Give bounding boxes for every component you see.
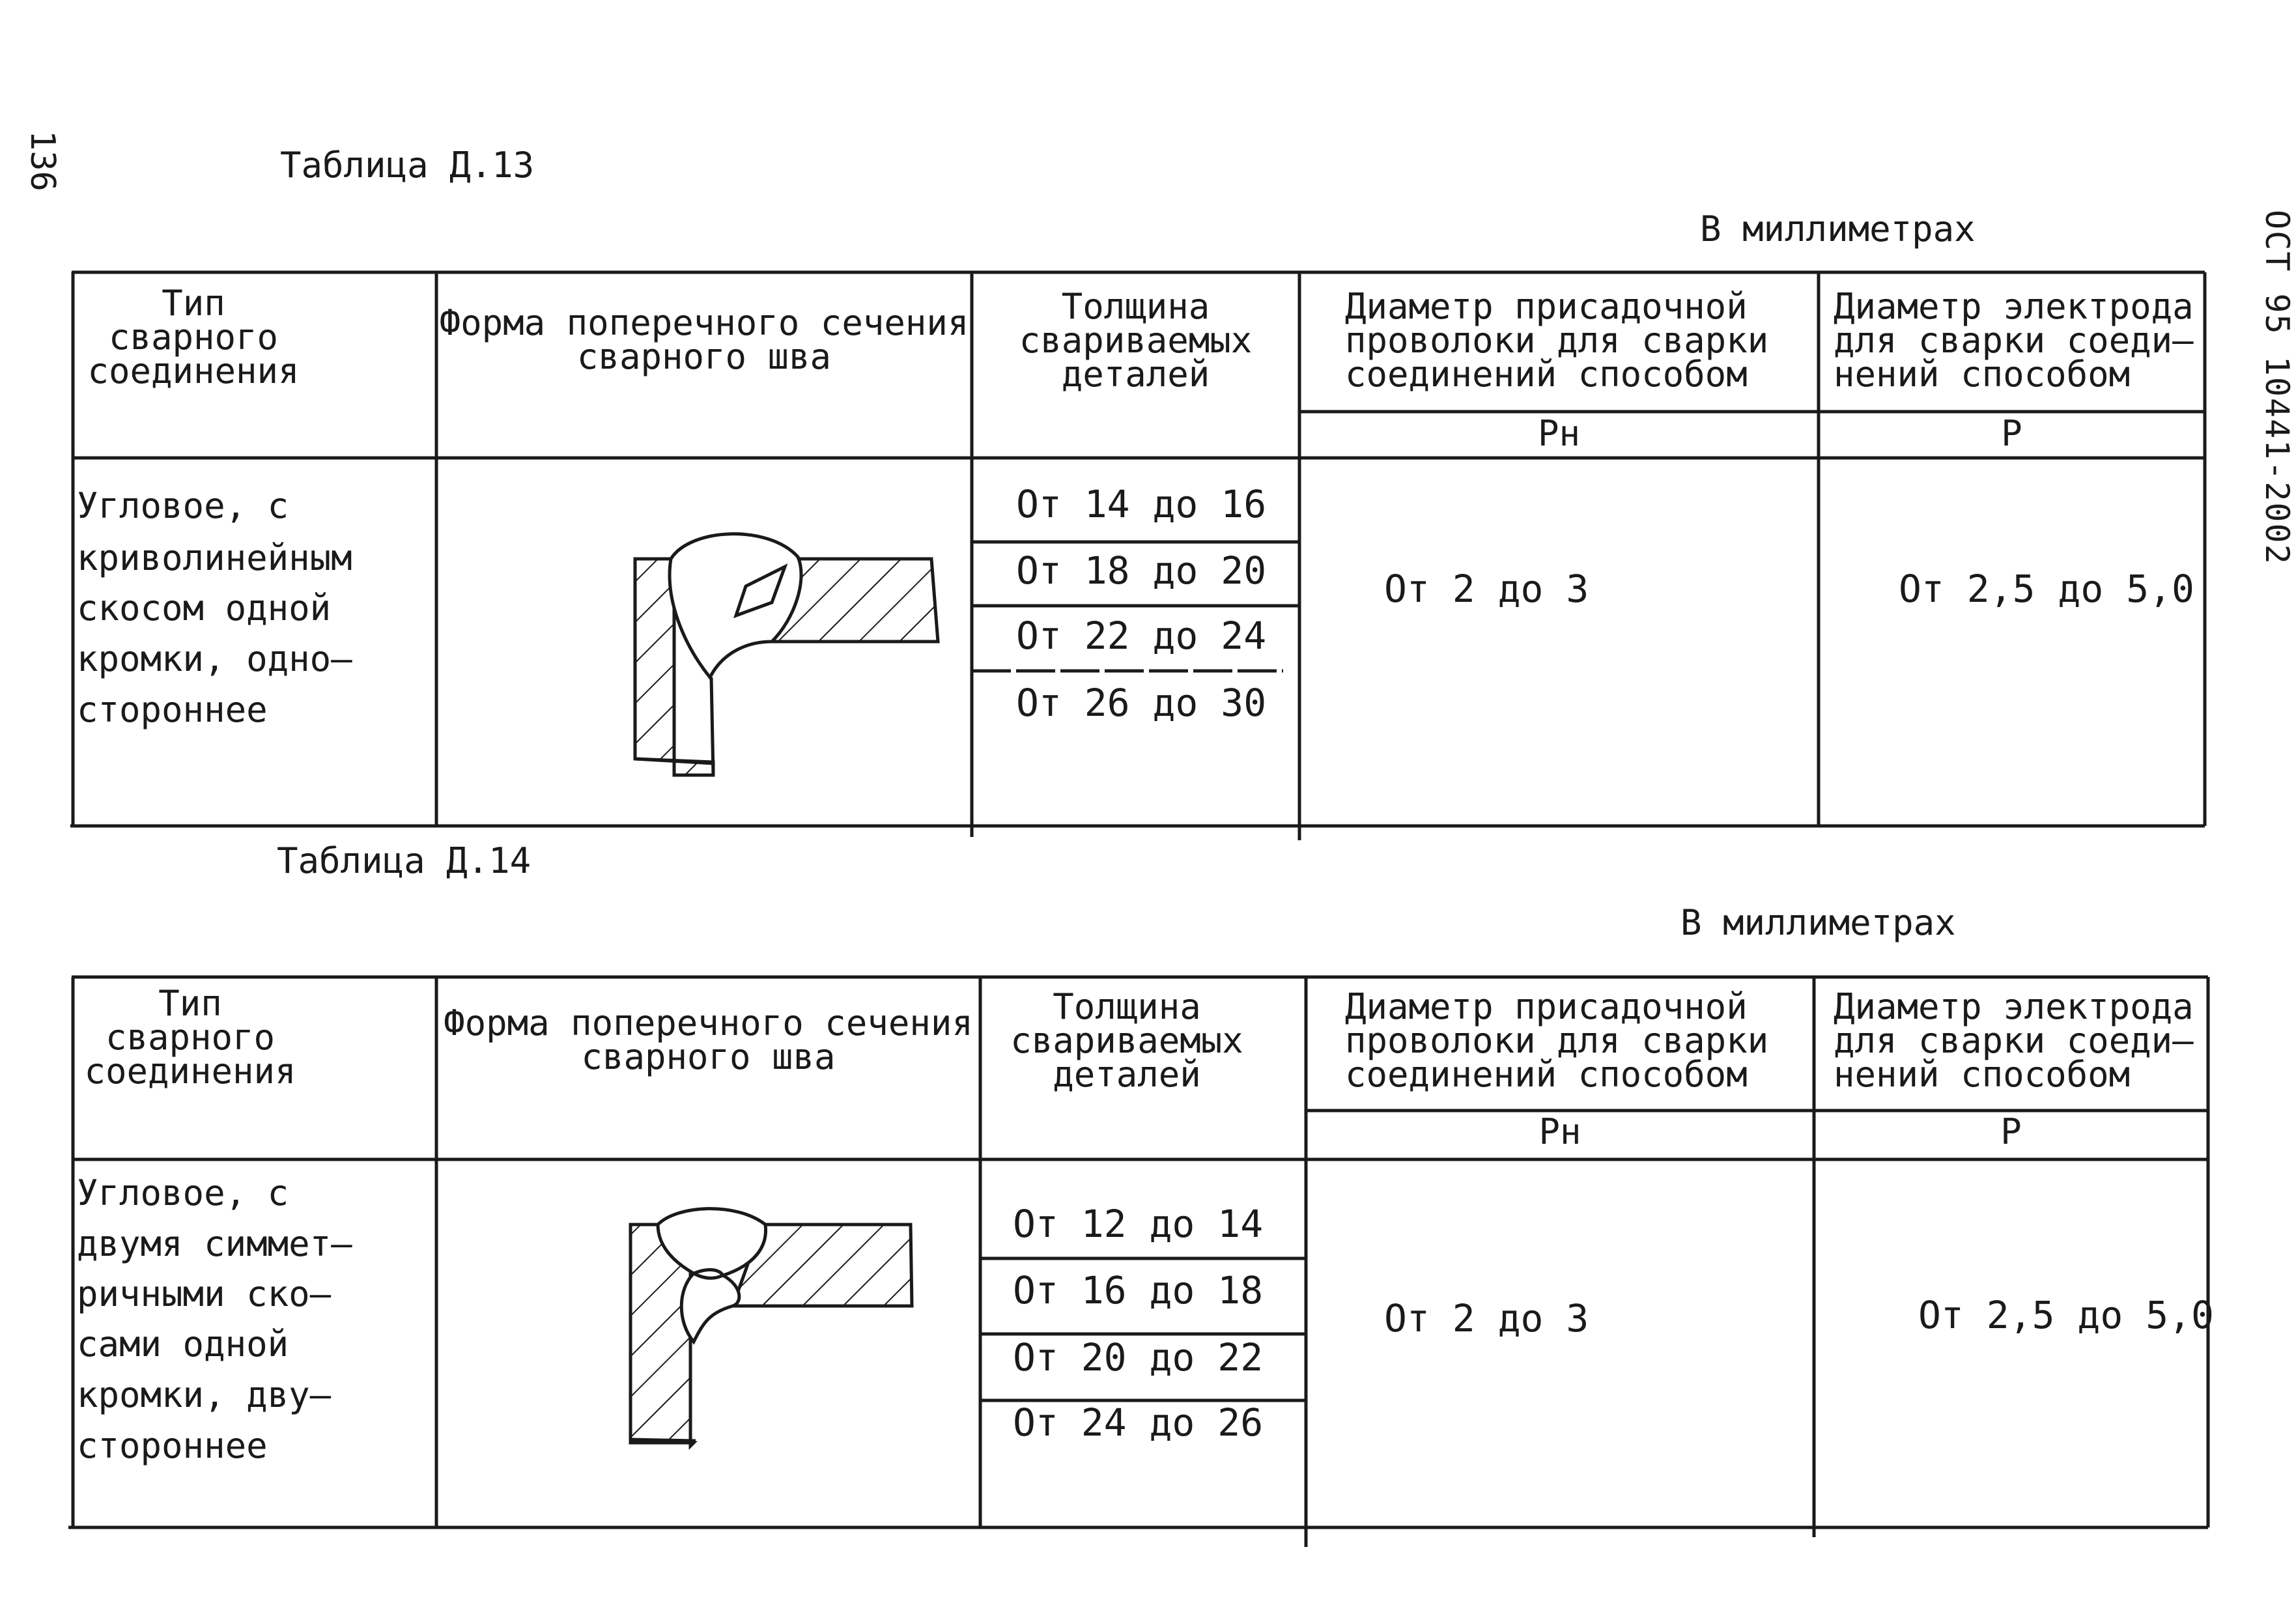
header-thickness: Толщина свариваемых деталей — [1019, 286, 1253, 395]
header-wire-method: Рн — [1538, 1111, 1581, 1152]
thickness-range: От 14 до 16 — [1016, 482, 1267, 526]
header-electrode-diameter: Диаметр электрода для сварки соеди– нений способом — [1834, 286, 2194, 395]
header-type: Тип сварного соединения — [84, 983, 296, 1092]
type-line: стороннее — [77, 1425, 268, 1466]
type-line: стороннее — [77, 689, 268, 730]
wire-diameter-value: От 2 до 3 — [1384, 567, 1589, 611]
units-note: В миллиметрах — [1700, 208, 1976, 249]
type-line: Угловое, с — [77, 1172, 289, 1213]
type-line: скосом одной — [77, 588, 332, 629]
electrode-diameter-value: От 2,5 до 5,0 — [1899, 567, 2194, 611]
weld-section-drawing-2 — [631, 1209, 912, 1446]
header-electrode-method: Р — [2000, 1111, 2022, 1152]
thickness-range: От 26 до 30 — [1016, 681, 1267, 725]
header-thickness: Толщина свариваемых деталей — [1010, 986, 1243, 1095]
thickness-range: От 16 до 18 — [1013, 1268, 1264, 1312]
table-title: Таблица Д.13 — [280, 145, 535, 186]
thickness-range: От 20 до 22 — [1013, 1335, 1264, 1380]
header-type: Тип сварного соединения — [87, 283, 300, 391]
thickness-range: От 24 до 26 — [1013, 1400, 1264, 1445]
header-electrode-diameter: Диаметр электрода для сварки соеди– нений способом — [1834, 986, 2194, 1095]
type-line: кромки, одно– — [77, 638, 352, 679]
units-note-2: В миллиметрах — [1680, 902, 1956, 943]
standard-code: ОСТ 95 10441-2002 — [2258, 210, 2296, 565]
table-title-2: Таблица Д.14 — [277, 840, 531, 881]
type-line: Угловое, с — [77, 485, 289, 526]
type-line: криволинейным — [77, 537, 352, 578]
type-line: кромки, дву– — [77, 1374, 332, 1415]
header-shape: Форма поперечного сечения сварного шва — [444, 1002, 973, 1077]
thickness-range: От 22 до 24 — [1016, 614, 1267, 658]
type-line: ричными ско– — [77, 1273, 332, 1314]
type-line: двумя симмет– — [77, 1223, 352, 1264]
thickness-range: От 18 до 20 — [1016, 548, 1267, 593]
weld-section-drawing — [635, 534, 938, 775]
header-wire-diameter: Диаметр присадочной проволоки для сварки соединений способом — [1345, 286, 1769, 395]
header-wire-diameter: Диаметр присадочной проволоки для сварки соединений способом — [1345, 986, 1769, 1095]
wire-diameter-value: От 2 до 3 — [1384, 1296, 1589, 1340]
electrode-diameter-value: От 2,5 до 5,0 — [1918, 1293, 2214, 1337]
page-number: 136 — [23, 130, 62, 191]
header-electrode-method: Р — [2001, 413, 2022, 454]
header-shape: Форма поперечного сечения сварного шва — [439, 302, 969, 377]
type-line: сами одной — [77, 1324, 289, 1365]
thickness-range: От 12 до 14 — [1013, 1202, 1264, 1246]
header-wire-method: Рн — [1537, 413, 1581, 454]
